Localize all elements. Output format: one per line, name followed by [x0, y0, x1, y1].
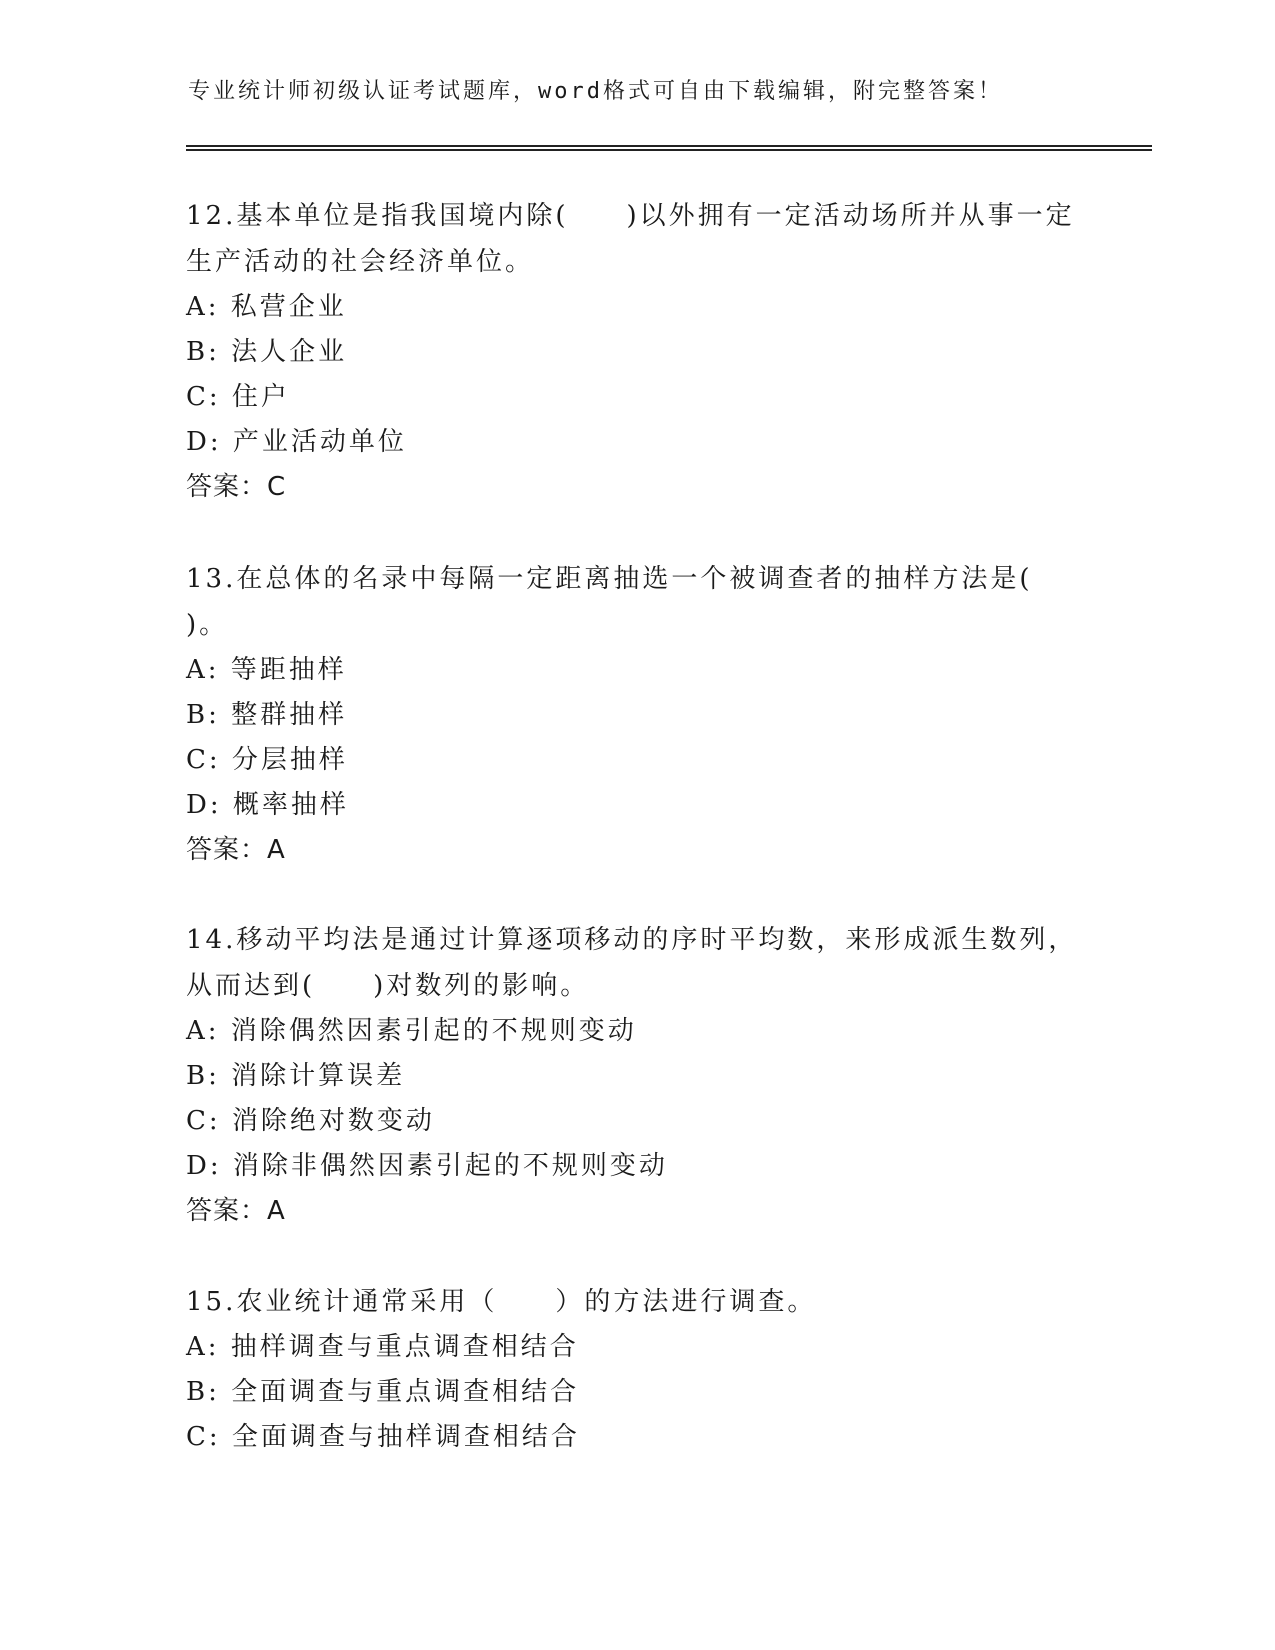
- option-a: A: 等距抽样: [186, 655, 347, 685]
- option-b: B: 消除计算误差: [186, 1061, 406, 1091]
- option-d: D: 产业活动单位: [186, 427, 407, 457]
- option-b: B: 全面调查与重点调查相结合: [186, 1377, 580, 1407]
- question-15: [186, 1279, 1086, 1460]
- option-d: D: 概率抽样: [186, 790, 349, 820]
- answer-line: 答案：A: [186, 835, 286, 865]
- page-header: 专业统计师初级认证考试题库，word格式可自由下载编辑，附完整答案！: [188, 79, 1003, 104]
- option-c: C: 住户: [186, 382, 290, 412]
- option-c: C: 消除绝对数变动: [186, 1106, 435, 1136]
- question-text-line: 从而达到( )对数列的影响。: [186, 971, 590, 1001]
- header-divider: [186, 145, 1152, 151]
- question-14: [186, 917, 1086, 1234]
- question-13: [186, 556, 1086, 873]
- answer-line: 答案：C: [186, 472, 287, 502]
- question-text-line: 生产活动的社会经济单位。: [186, 247, 535, 277]
- option-c: C: 全面调查与抽样调查相结合: [186, 1422, 580, 1452]
- option-b: B: 法人企业: [186, 337, 348, 367]
- question-text-line: 14.移动平均法是通过计算逐项移动的序时平均数，来形成派生数列，: [186, 925, 1078, 955]
- option-a: A: 抽样调查与重点调查相结合: [186, 1332, 579, 1362]
- option-a: A: 消除偶然因素引起的不规则变动: [186, 1016, 637, 1046]
- option-a: A: 私营企业: [186, 292, 347, 322]
- question-text-line: )。: [186, 610, 229, 640]
- question-12: [186, 193, 1086, 510]
- option-b: B: 整群抽样: [186, 700, 348, 730]
- question-text-line: 15.农业统计通常采用（ ）的方法进行调查。: [186, 1287, 817, 1317]
- option-d: D: 消除非偶然因素引起的不规则变动: [186, 1151, 668, 1181]
- question-text-line: 12.基本单位是指我国境内除( )以外拥有一定活动场所并从事一定: [186, 201, 1075, 231]
- question-text-line: 13.在总体的名录中每隔一定距离抽选一个被调查者的抽样方法是(: [186, 564, 1033, 594]
- answer-line: 答案：A: [186, 1196, 286, 1226]
- option-c: C: 分层抽样: [186, 745, 348, 775]
